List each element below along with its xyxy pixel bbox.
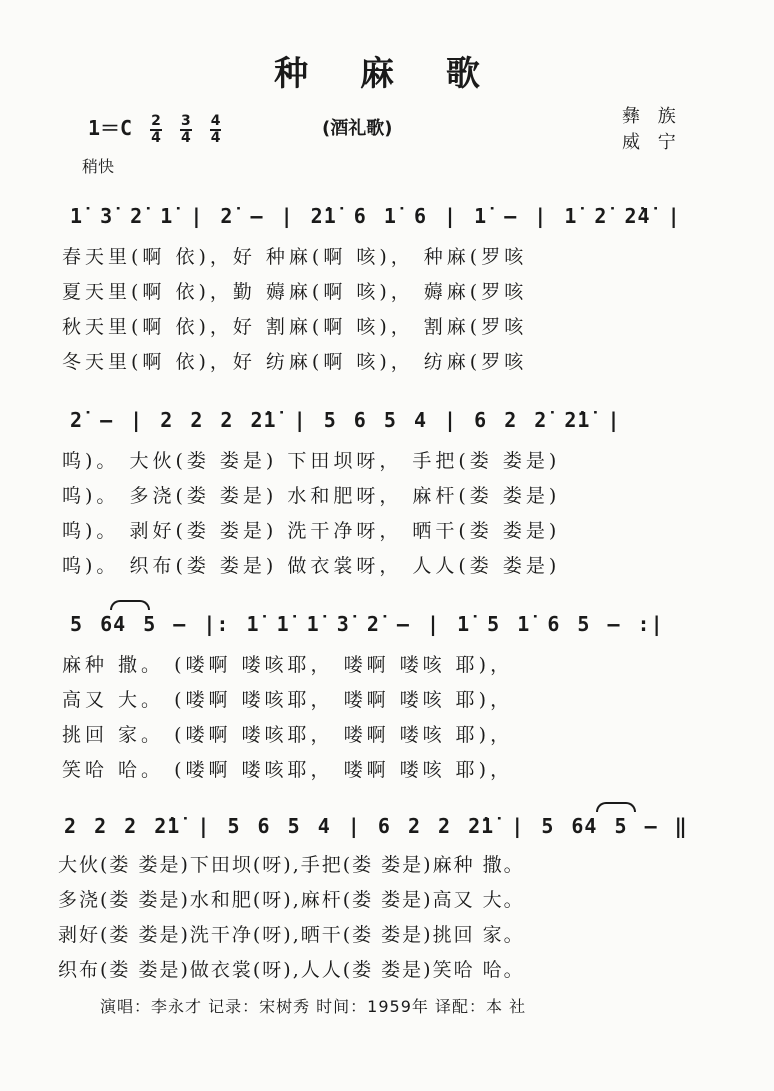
tempo-marking: 稍快 <box>82 157 115 176</box>
notation-line-2: 2̇ – | 2 2 2 2̇1̇ | 5 6 5 4 | 6 2 2̇ 2̇1̇ | <box>70 408 621 432</box>
notation-line-1: 1̇ 3̇ 2̇ 1̇ | 2̇ – | 2̇1̇ 6 1̇ 6 | 1̇ – | 1̇ 2̇ 2̇4̇ | <box>70 204 681 228</box>
notation-line-4: 2 2 2 2̇1̇ | 5 6 5 4 | 6 2 2 2̇1̇ | 5 64 5 – ‖ <box>64 814 688 838</box>
lyric-line-3-1: 麻种 撒。 (喽啊 喽咳耶， 喽啊 喽咳 耶)， <box>62 654 514 676</box>
lyric-line-4-4: 织布(娄 娄是)做衣裳(呀),人人(娄 娄是)笑哈 哈。 <box>58 959 525 981</box>
lyric-line-3-3: 挑回 家。 (喽啊 喽咳耶， 喽啊 喽咳 耶)， <box>62 724 514 746</box>
time-signature-3: $\frac{4}{4}$ <box>210 112 221 146</box>
lyric-line-1-1: 春天里(啊 依)，好 种麻(啊 咳)， 种麻(罗咳 <box>62 246 528 268</box>
song-title: 种 麻 歌 <box>274 54 500 94</box>
time-signature-2: $\frac{3}{4}$ <box>180 112 191 146</box>
lyric-line-4-1: 大伙(娄 娄是)下田坝(呀),手把(娄 娄是)麻种 撒。 <box>58 854 525 876</box>
lyric-line-2-2: 呜)。 多浇(娄 娄是) 水和肥呀， 麻杆(娄 娄是) <box>62 485 561 507</box>
lyric-line-2-1: 呜)。 大伙(娄 娄是) 下田坝呀， 手把(娄 娄是) <box>62 450 561 472</box>
key-label: 1＝C <box>88 116 133 140</box>
notation-line-3: 5 64 5 – |: 1̇ 1̇ 1̇ 3̇ 2̇ – | 1̇ 5 1̇ 6 5 – :| <box>70 612 664 636</box>
lyric-line-3-2: 高又 大。 (喽啊 喽咳耶， 喽啊 喽咳 耶)， <box>62 689 514 711</box>
song-genre: (酒礼歌) <box>322 118 393 139</box>
key-signature <box>88 112 221 146</box>
lyric-line-1-2: 夏天里(啊 依)，勤 薅麻(啊 咳)， 薅麻(罗咳 <box>62 281 528 303</box>
slur-mark <box>110 600 150 610</box>
origin-people: 彝 族 <box>622 106 682 127</box>
lyric-line-1-3: 秋天里(啊 依)，好 割麻(啊 咳)， 割麻(罗咳 <box>62 316 528 338</box>
lyric-line-2-4: 呜)。 织布(娄 娄是) 做衣裳呀， 人人(娄 娄是) <box>62 555 561 577</box>
lyric-line-1-4: 冬天里(啊 依)，好 纺麻(啊 咳)， 纺麻(罗咳 <box>62 351 528 373</box>
performance-credits: 演唱：李永才 记录：宋树秀 时间：1959年 译配：本 社 <box>100 997 527 1016</box>
lyric-line-4-3: 剥好(娄 娄是)洗干净(呀),晒干(娄 娄是)挑回 家。 <box>58 924 525 946</box>
time-signature-1: $\frac{2}{4}$ <box>151 112 161 146</box>
lyric-line-2-3: 呜)。 剥好(娄 娄是) 洗干净呀， 晒干(娄 娄是) <box>62 520 561 542</box>
lyric-line-3-4: 笑哈 哈。 (喽啊 喽咳耶， 喽啊 喽咳 耶)， <box>62 759 514 781</box>
slur-mark-final <box>596 802 636 812</box>
origin-place: 威 宁 <box>622 132 682 153</box>
lyric-line-4-2: 多浇(娄 娄是)水和肥(呀),麻杆(娄 娄是)高又 大。 <box>58 889 525 911</box>
song-origin <box>622 104 682 156</box>
